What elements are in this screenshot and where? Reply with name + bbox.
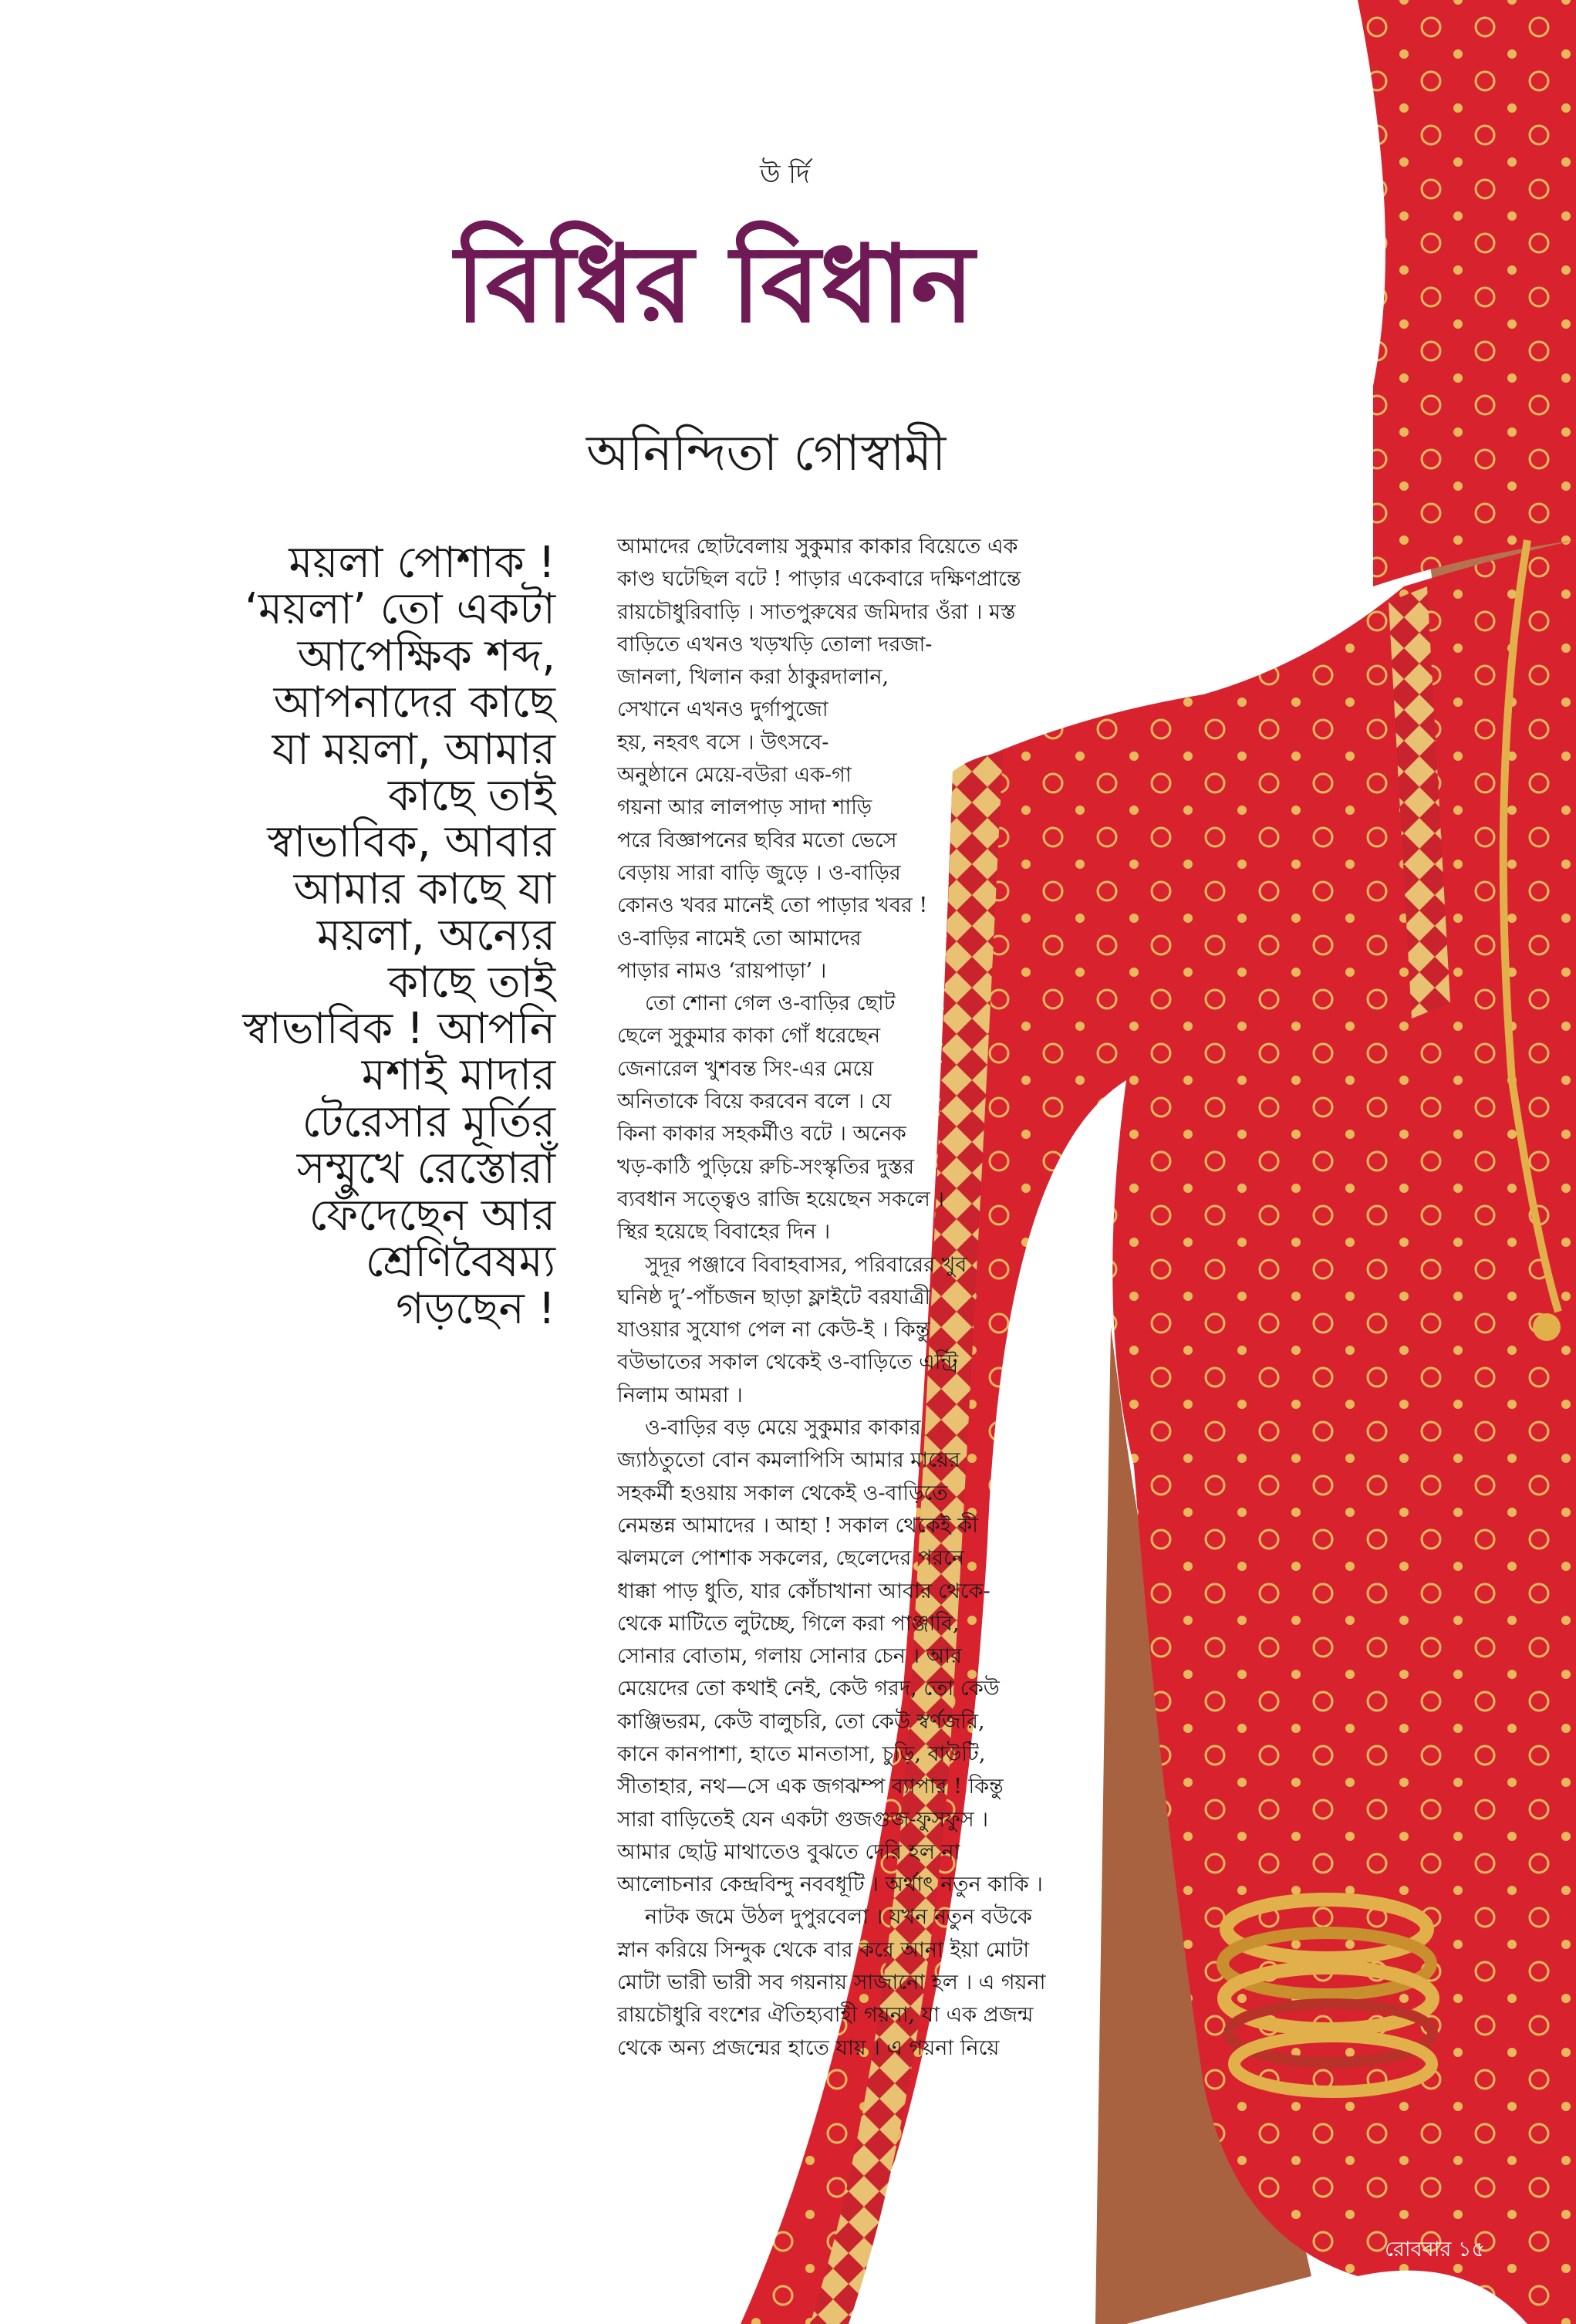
pull-quote-line: মশাই মাদার: [361, 1050, 555, 1101]
body-line: জানলা, খিলান করা ঠাকুরদালান,: [617, 665, 889, 690]
body-line: রায়চৌধুরি বংশের ঐতিহ্যবাহী গয়না, যা এক প্রজন্ম: [617, 2003, 1034, 2028]
body-line: গয়না আর লালপাড় সাদা শাড়ি: [617, 795, 872, 820]
body-line: স্নান করিয়ে সিন্দুক থেকে বার করে আনা ইয়া মোটা: [617, 1937, 1030, 1962]
body-line: সেখানে এখনও দুর্গাপুজো: [617, 698, 828, 722]
section-tag: উ র্দি: [760, 159, 810, 190]
pull-quote-line: সম্মুখে রেস্তোরাঁ: [296, 1143, 555, 1194]
body-line: থেকে অন্য প্রজন্মের হাতে যায় । এ গয়না নিয়ে: [617, 2035, 1000, 2060]
body-line: জ্যাঠতুতো বোন কমলাপিসি আমার মায়ের: [617, 1448, 960, 1473]
pull-quote-line: আমার কাছে যা: [293, 863, 555, 914]
body-line: কাঞ্জিভরম, কেউ বালুচরি, তো কেউ স্বর্ণজরি,: [617, 1709, 985, 1734]
body-line: রায়চৌধুরিবাড়ি । সাতপুরুষের জমিদার ওঁরা । মস্ত: [617, 600, 1016, 624]
body-line: ঘনিষ্ঠ দু’-পাঁচজন ছাড়া ফ্লাইটে বরযাত্রী: [617, 1285, 931, 1309]
pull-quote-line: ময়লা, অন্যের: [316, 910, 555, 961]
body-line: তো শোনা গেল ও-বাড়ির ছোট: [645, 991, 896, 1016]
pull-quote-line: আপনাদের কাছে: [273, 677, 555, 728]
pull-quote-line: যা ময়লা, আমার: [272, 724, 555, 775]
pull-quote-line: ‘ময়লা’ তো একটা: [245, 584, 555, 635]
pull-quote-line: কাছে তাই: [387, 771, 555, 822]
body-line: ও-বাড়ির বড় মেয়ে সুকুমার কাকার: [645, 1416, 921, 1441]
pull-quote-line: স্বাভাবিক, আবার: [267, 817, 555, 868]
body-line: ব্যবধান সত্ত্বেও রাজি হয়েছেন সকলে ।: [617, 1187, 945, 1211]
page-folio: রোববার ১৫: [1385, 2238, 1485, 2262]
body-line: বাড়িতে এখনও খড়খড়ি তোলা দরজা-: [617, 632, 933, 657]
body-line: কানে কানপাশা, হাতে মানতাসা, চুড়ি, বাউটি,: [617, 1741, 986, 1766]
body-line: বেড়ায় সারা বাড়ি জুড়ে । ও-বাড়ির: [617, 860, 901, 885]
body-line: মোটা ভারী ভারী সব গয়নায় সাজানো হল । এ গয়না: [617, 1971, 1046, 1995]
body-line: পাড়ার নামও ‘রায়পাড়া’ ।: [617, 958, 827, 983]
body-line: নিলাম আমরা ।: [617, 1383, 743, 1407]
pull-quote-line: গড়ছেন !: [396, 1283, 555, 1334]
pull-quote-line: কাছে তাই: [387, 957, 555, 1008]
author-name: অনিন্দিতা গোস্বামী: [586, 425, 947, 482]
body-line: থেকে মাটিতে লুটচ্ছে, গিলে করা পাঞ্জাবি,: [617, 1611, 960, 1636]
body-line: স্থির হয়েছে বিবাহের দিন ।: [617, 1220, 831, 1245]
body-line: কোনও খবর মানেই তো পাড়ার খবর !: [617, 893, 928, 918]
body-line: হয়, নহবৎ বসে । উৎসবে-: [617, 730, 829, 755]
body-line: আলোচনার কেন্দ্রবিন্দু নববধূটি । অর্থাৎ নতুন কাকি ।: [617, 1873, 1043, 1897]
body-line: অনিতাকে বিয়ে করবেন বলে । যে: [617, 1089, 892, 1114]
body-line: সহকর্মী হওয়ায় সকাল থেকেই ও-বাড়িতে: [617, 1481, 948, 1505]
body-line: অনুষ্ঠানে মেয়ে-বউরা এক-গা: [617, 763, 852, 788]
body-line: কিনা কাকার সহকর্মীও বটে । অনেক: [617, 1122, 906, 1147]
body-line: ঝলমলে পোশাক সকলের, ছেলেদের পরনে: [617, 1546, 965, 1571]
pull-quote-line: টেরেসার মূর্তির: [302, 1096, 555, 1147]
pull-quote-line: আপেক্ষিক শব্দ,: [297, 630, 555, 681]
article-body: [617, 531, 1157, 2065]
body-line: সীতাহার, নথ—সে এক জগঝম্প ব্যাপার ! কিন্তু: [617, 1775, 1004, 1799]
body-line: সারা বাড়িতেই যেন একটা গুজগুজ-ফুসফুস ।: [617, 1807, 988, 1832]
pull-quote-line: স্বাভাবিক ! আপনি: [242, 1004, 555, 1055]
body-line: ধাক্কা পাড় ধুতি, যার কোঁচাখানা আবার থেকে-: [617, 1579, 990, 1603]
pull-quote-line: ময়লা পোশাক !: [289, 538, 555, 588]
body-line: ও-বাড়ির নামেই তো আমাদের: [617, 926, 862, 951]
body-line: জেনারেল খুশবন্ত সিং-এর মেয়ে: [617, 1056, 874, 1081]
body-line: মেয়েদের তো কথাই নেই, কেউ গরদ, তো কেউ: [617, 1677, 1000, 1701]
body-line: পরে বিজ্ঞাপনের ছবির মতো ভেসে: [617, 828, 897, 853]
pull-quote-line: শ্রেণিবৈষম্য: [365, 1237, 555, 1288]
pull-quote: [116, 540, 555, 1333]
body-line: আমাদের ছোটবেলায় সুকুমার কাকার বিয়েতে এক: [617, 535, 1018, 559]
body-line: খড়-কাঠি পুড়িয়ে রুচি-সংস্কৃতির দুস্তর: [617, 1154, 915, 1179]
body-line: সোনার বোতাম, গলায় সোনার চেন । আর: [617, 1644, 962, 1669]
article-title: বিধির বিধান: [455, 221, 975, 346]
body-line: নাটক জমে উঠল দুপুরবেলা । যখন নতুন বউকে: [645, 1905, 1032, 1930]
body-line: সুদূর পঞ্জাবে বিবাহবাসর, পরিবারের খুব: [645, 1252, 967, 1277]
body-line: যাওয়ার সুযোগ পেল না কেউ-ই । কিন্তু: [617, 1318, 930, 1343]
body-line: ছেলে সুকুমার কাকা গোঁ ধরেছেন: [617, 1024, 881, 1049]
body-line: বউভাতের সকাল থেকেই ও-বাড়িতে এন্ট্রি: [617, 1350, 959, 1375]
body-line: নেমন্তন্ন আমাদের । আহা ! সকাল থেকেই কী: [617, 1513, 978, 1538]
pull-quote-line: ফেঁদেছেন আর: [309, 1190, 555, 1241]
body-line: কাণ্ড ঘটেছিল বটে ! পাড়ার একেবারে দক্ষিণপ্রান্তে: [617, 567, 1021, 592]
body-line: আমার ছোট্ট মাথাতেও বুঝতে দেরি হল না: [617, 1839, 960, 1864]
